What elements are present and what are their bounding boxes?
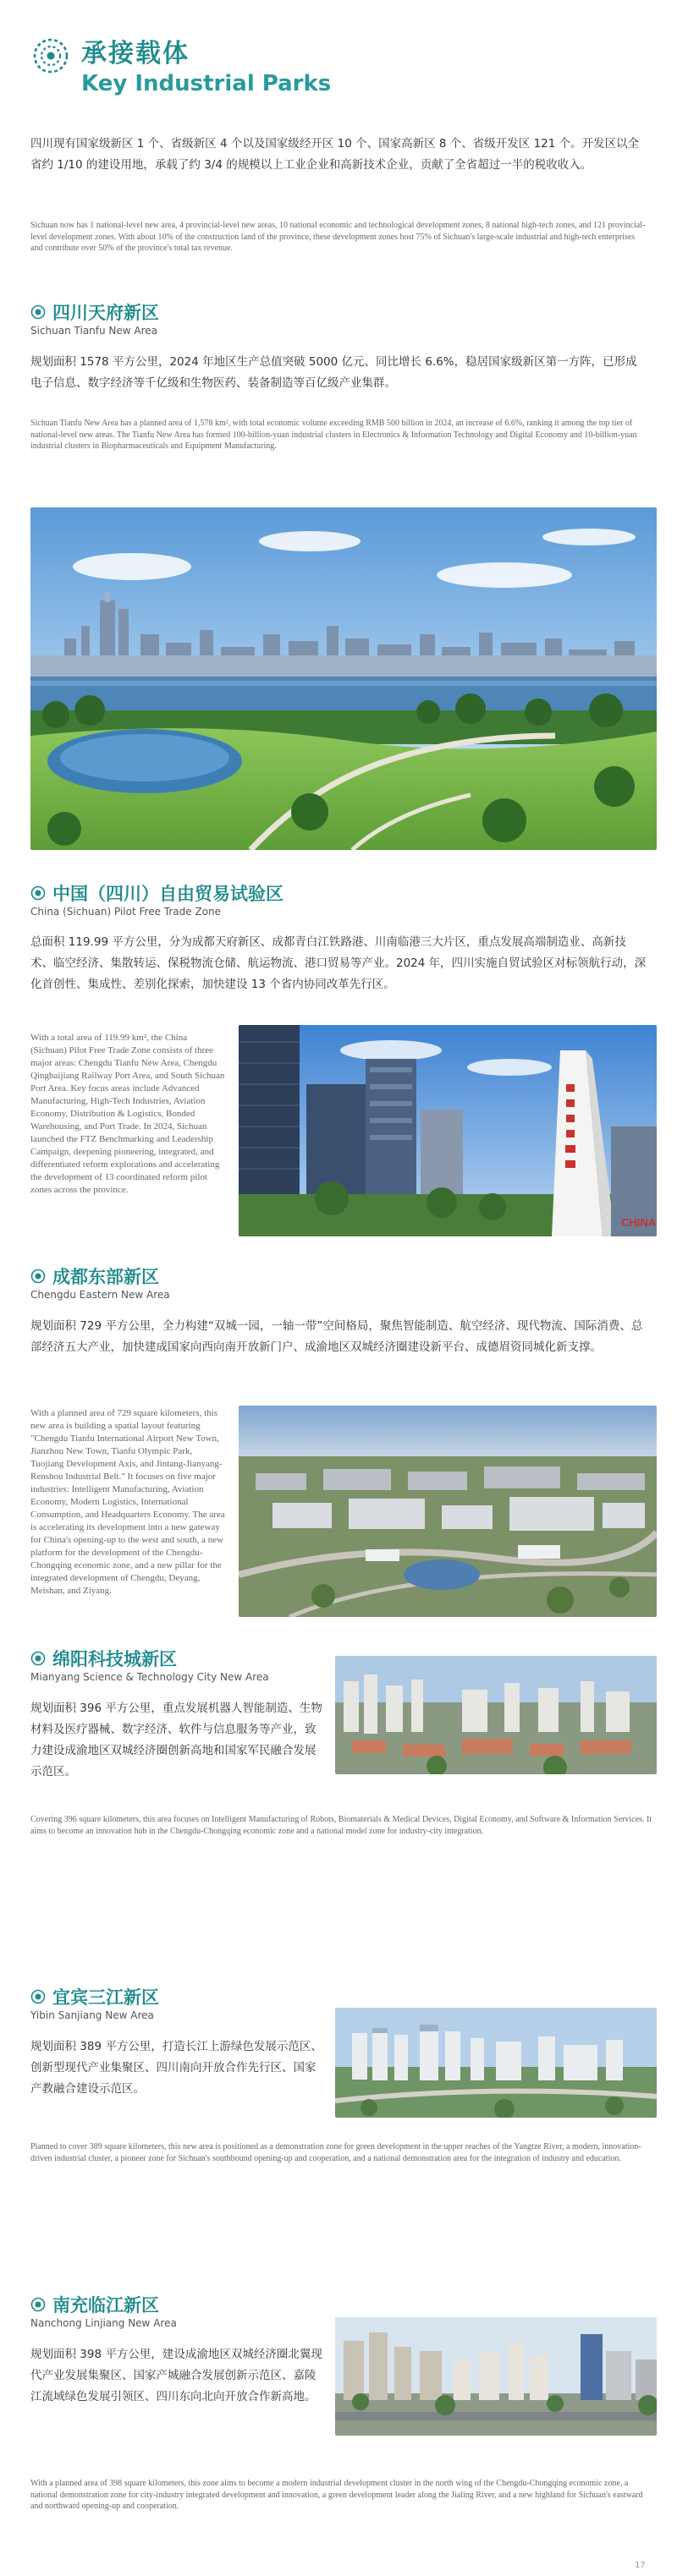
tianfu-panorama-photo (30, 507, 657, 850)
section-body-cn-ftz: 总面积 119.99 平方公里，分为成都天府新区、成都青白江铁路港、川南临港三大片区，重点发展高端制造业、高新技术、临空经济、集散转运、保税物流仓储、航运物流、港口贸易等产业。2024 年，四川实施自贸试验区对标领航行动，深化首创性、集成性、差别化探索，加快建设 13 个省内协同改革先行区。 (30, 935, 647, 991)
section-icon (30, 1989, 46, 2004)
section-body-en-yibin: Planned to cover 389 square kilometers, this new area is positioned as a demonstration zone for green development in the upper reaches of the Yangtze River, a modern, innovation-driven industrial cluster, a pioneer zone for Sichuan's southbound opening-up and cooperation, and a national demonstration area for the integration of industry and education. (30, 2142, 641, 2163)
section-body-en-ftz: With a total area of 119.99 km², the China (Sichuan) Pilot Free Trade Zone consists of three major areas: Chengdu Tianfu New Area, Chengdu Qingbaijiang Railway Port Area, and South Sichuan Port Area. Key focus areas include Advanced Manufacturing, High-Tech Industries, Aviation Economy, Distribution & Logistics, Bonded Warehousing, and Port Trade. In 2024, Sichuan launched the FTZ Benchmarking and Leadership Campaign, deepening pioneering, integrated, and differentiated reform explorations and accelerating the development of 13 coordinated reform pilot zones across the province. (30, 1033, 225, 1195)
section-body-cn-tianfu: 规划面积 1578 平方公里，2024 年地区生产总值突破 5000 亿元、同比增长 6.6%，稳居国家级新区第一方阵，已形成电子信息、数字经济等千亿级和生物医药、装备制造等百亿级产业集群。 (30, 355, 637, 390)
section-title-yibin: 宜宾三江新区 (52, 1987, 159, 2008)
section-icon (30, 1651, 46, 1666)
section-body-cn-mianyang: 规划面积 396 平方公里，重点发展机器人智能制造、生物材料及医疗器械、数字经济、软件与信息服务等产业，致力建设成渝地区双城经济圈创新高地和国家军民融合发展示范区。 (30, 1702, 322, 1779)
page-number: 17 (635, 2561, 646, 2570)
section-body-cn-chengdu-east: 规划面积 729 平方公里，全力构建“双城一园，一轴一带”空间格局，聚焦智能制造、航空经济、现代物流、国际消费、总部经济五大产业，加快建成国家向西向南开放新门户、成渝地区双城经济圈建设新平台、成德眉资同城化新支撑。 (30, 1319, 643, 1354)
photo-sign-text: CHINA (621, 1216, 657, 1229)
section-body-en-tianfu: Sichuan Tianfu New Area has a planned area of 1,578 km², with total economic volume exceeding RMB 500 billion in 2024, an increase of 6.6%, ranking it among the top tier of national-level new areas. The Tianfu New Area has formed 100-billion-yuan industrial clusters in Electronics & Information Technology and Digital Economy and 10-billion-yuan industrial clusters in Biopharmaceuticals and Equipment Manufacturing. (30, 419, 637, 451)
section-subtitle-ftz: China (Sichuan) Pilot Free Trade Zone (30, 906, 221, 918)
intro-text-cn: 四川现有国家级新区 1 个、省级新区 4 个以及国家级经开区 10 个、国家高新区 8 个、省级开发区 121 个。开发区以全省约 1/10 的建设用地，承载了约 3/4 的规模以上工业企业和高新技术企业，贡献了全省超过一半的税收收入。 (30, 137, 640, 172)
section-icon (30, 885, 46, 901)
page-title: 承接载体 (81, 39, 190, 69)
nanchong-city-photo (335, 2317, 657, 2436)
section-icon (30, 304, 46, 320)
header-logo-icon (29, 34, 73, 78)
section-subtitle-chengdu-east: Chengdu Eastern New Area (30, 1289, 170, 1301)
section-body-en-chengdu-east: With a planned area of 729 square kilometers, this new area is building a spatial layout featuring "Chengdu Tianfu International Airport New Town, Jianzhou New Town, Tianfu Olympic Park, Tuojiang Development Axis, and Jintang-Jianyang-Renshou Industrial Belt." It focuses on five major industries: Intelligent Manufacturing, Aviation Economy, Modern Logistics, International Consumption, and Headquarters Economy. The area is accelerating its development into a new gateway for China's opening-up to the west and south, a new platform for the development of the Chengdu-Chongqing economic zone, and a new pillar for the integrated development of Chengdu, Deyang, Meishan, and Ziyang. (30, 1408, 225, 1596)
section-body-en-mianyang: Covering 396 square kilometers, this area focuses on Intelligent Manufacturing of Robots, Biomaterials & Medical Devices, Digital Economy, and Software & Information Services. It aims to become an innovation hub in the Chengdu-Chongqing economic zone and a national model zone for industry-city integration. (30, 1815, 652, 1836)
section-title-chengdu-east: 成都东部新区 (52, 1267, 159, 1287)
section-subtitle-yibin: Yibin Sanjiang New Area (30, 2009, 154, 2021)
section-subtitle-mianyang: Mianyang Science & Technology City New Area (30, 1671, 269, 1683)
section-title-nanchong: 南充临江新区 (52, 2295, 159, 2316)
yibin-city-photo (335, 2008, 657, 2118)
section-body-cn-nanchong: 规划面积 398 平方公里，建设成渝地区双城经济圈北翼现代产业发展集聚区、国家产城融合发展创新示范区、嘉陵江流域绿色发展引领区、四川东向北向开放合作新高地。 (30, 2348, 322, 2403)
section-icon (30, 1269, 46, 1284)
section-title-tianfu: 四川天府新区 (52, 303, 159, 323)
section-title-mianyang: 绵阳科技城新区 (52, 1649, 177, 1669)
chengdu-east-aerial-photo (239, 1406, 657, 1617)
intro-text-en: Sichuan now has 1 national-level new area, 4 provincial-level new areas, 10 national economic and technological development zones, 8 national high-tech zones, and 121 provincial-level development zones. With about 10% of the construction land of the province, these development zones host 75% of Sichuan's large-scale industrial and high-tech enterprises and contribute over 50% of the province's total tax revenue. (30, 221, 646, 253)
section-body-cn-yibin: 规划面积 389 平方公里，打造长江上游绿色发展示范区、创新型现代产业集聚区、四川南向开放合作先行区、国家产教融合建设示范区。 (30, 2040, 322, 2096)
section-title-ftz: 中国（四川）自由贸易试验区 (52, 884, 283, 904)
mianyang-city-photo (335, 1656, 657, 1774)
ftz-buildings-photo (239, 1025, 657, 1236)
section-subtitle-nanchong: Nanchong Linjiang New Area (30, 2317, 177, 2329)
page-subtitle: Key Industrial Parks (81, 71, 332, 96)
section-subtitle-tianfu: Sichuan Tianfu New Area (30, 325, 158, 337)
section-body-en-nanchong: With a planned area of 398 square kilometers, this zone aims to become a modern industrial development cluster in the north wing of the Chengdu-Chongqing economic zone, a national demonstration zone for city-industry integrated development and innovation, a green development leader along the Jialing River, and a new highland for Sichuan's eastward and northward opening-up and cooperation. (30, 2479, 643, 2511)
section-icon (30, 2297, 46, 2312)
